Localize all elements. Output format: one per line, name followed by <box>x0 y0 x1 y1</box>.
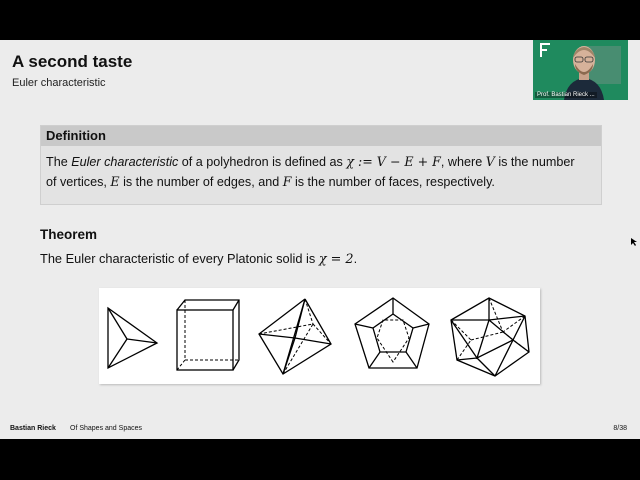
theorem-text: The Euler characteristic of every Platonic solid is <box>40 251 319 266</box>
definition-header: Definition <box>41 126 601 146</box>
definition-term: Euler characteristic <box>71 155 179 169</box>
definition-block <box>40 125 602 205</box>
slide-subtitle: Euler characteristic <box>12 77 106 89</box>
variable-f: F <box>282 174 292 189</box>
slide-title: A second taste <box>12 52 133 71</box>
octahedron-drawing <box>257 296 337 376</box>
theorem-text: . <box>353 251 358 266</box>
definition-body <box>41 146 601 192</box>
variable-v: V <box>485 154 495 169</box>
definition-text: is the number of faces, respectively. <box>291 175 495 189</box>
icosahedron-drawing <box>449 296 533 380</box>
university-logo-icon <box>539 42 553 58</box>
participant-video-tile[interactable] <box>533 40 628 100</box>
footer-author: Bastian Rieck <box>10 425 56 432</box>
page-number: 8/38 <box>613 425 627 432</box>
euler-formula: χ := V − E + F <box>346 154 441 169</box>
definition-text: The <box>46 155 72 169</box>
participant-name: Prof. Bastian Rieck ... <box>537 92 595 98</box>
theorem-formula: χ = 2 <box>318 252 354 267</box>
footer-course: Of Shapes and Spaces <box>70 425 142 432</box>
theorem-body <box>40 251 357 267</box>
definition-text: , where <box>440 155 486 169</box>
definition-text: is the number of edges, and <box>119 175 283 189</box>
platonic-solids-figure <box>99 288 540 384</box>
theorem-header: Theorem <box>40 227 98 242</box>
definition-text: of a polyhedron is defined as <box>178 155 347 169</box>
slide-footer <box>0 420 640 439</box>
slide <box>0 40 640 439</box>
mouse-cursor-icon <box>631 238 637 246</box>
variable-e: E <box>110 174 120 189</box>
cube-drawing <box>173 296 243 376</box>
definition-text: is the number <box>494 155 575 169</box>
dodecahedron-drawing <box>351 296 435 376</box>
definition-text: of vertices, <box>46 175 111 189</box>
participant-avatar <box>559 40 609 100</box>
tetrahedron-drawing <box>105 296 159 376</box>
